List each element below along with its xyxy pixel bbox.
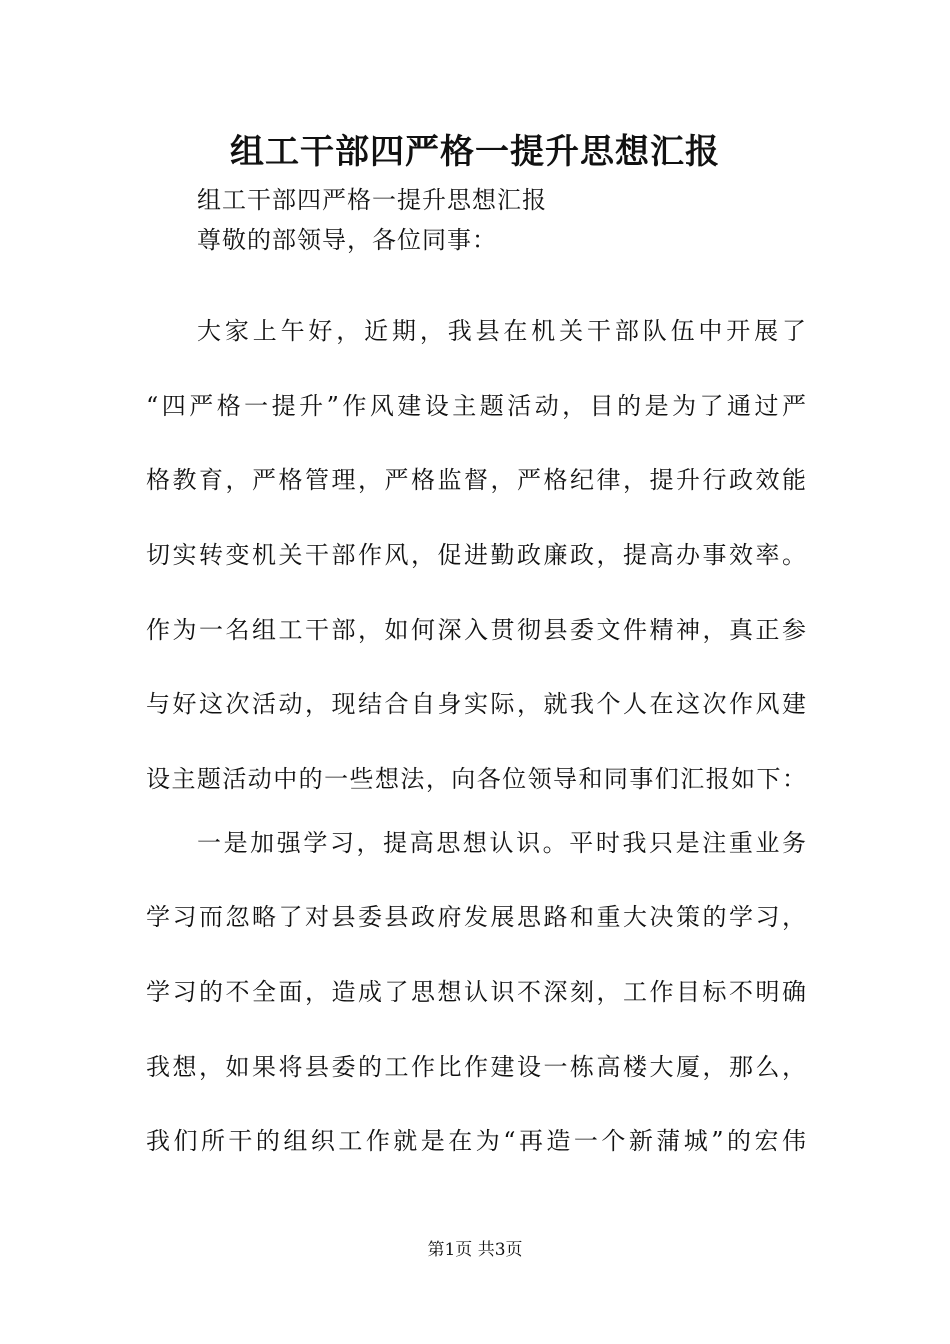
document-subtitle: 组工干部四严格一提升思想汇报 [197, 186, 547, 214]
paragraph-line: 设主题活动中的一些想法，向各位领导和同事们汇报如下： [146, 765, 806, 793]
paragraph-line: “四严格一提升”作风建设主题活动，目的是为了通过严 [146, 392, 806, 420]
document-title: 组工干部四严格一提升思想汇报 [230, 132, 720, 172]
paragraph-line: 学习的不全面，造成了思想认识不深刻，工作目标不明确 [146, 978, 806, 1006]
paragraph-line: 作为一名组工干部，如何深入贯彻县委文件精神，真正参 [146, 616, 806, 644]
greeting: 尊敬的部领导，各位同事： [197, 226, 497, 254]
paragraph-line: 切实转变机关干部作风，促进勤政廉政，提高办事效率。 [146, 541, 806, 569]
paragraph-line: 大家上午好，近期，我县在机关干部队伍中开展了 [197, 317, 806, 345]
paragraph-line: 格教育，严格管理，严格监督，严格纪律，提升行政效能 [146, 466, 806, 494]
paragraph-line: 一是加强学习，提高思想认识。平时我只是注重业务 [197, 829, 806, 857]
page-number-footer: 第1页 共3页 [427, 1240, 523, 1260]
paragraph-line: 与好这次活动，现结合自身实际，就我个人在这次作风建 [146, 690, 806, 718]
paragraph-line: 我想，如果将县委的工作比作建设一栋高楼大厦，那么， [146, 1053, 806, 1081]
paragraph-line: 我们所干的组织工作就是在为“再造一个新蒲城”的宏伟 [146, 1127, 806, 1155]
paragraph-line: 学习而忽略了对县委县政府发展思路和重大决策的学习， [146, 903, 806, 931]
